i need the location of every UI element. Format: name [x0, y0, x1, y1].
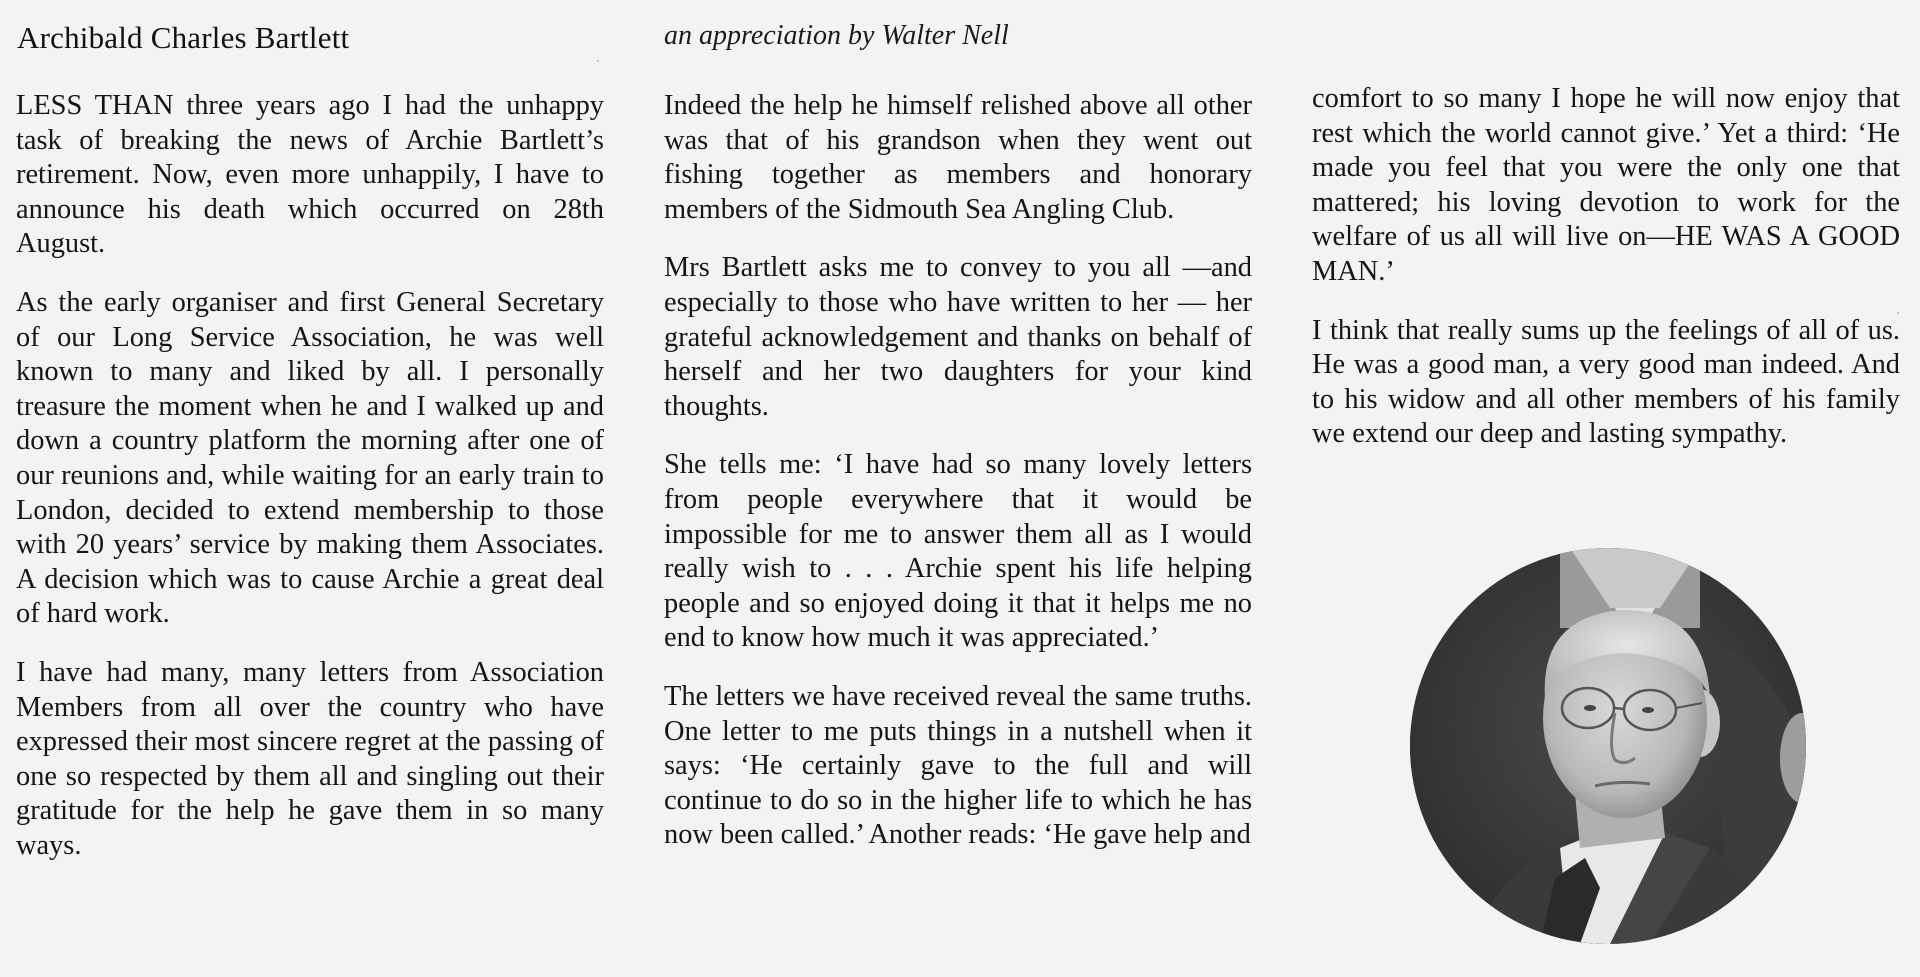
paper-speck [597, 60, 599, 62]
paragraph: Mrs Bartlett asks me to convey to you all —and especially to those who have written to her — her grateful acknowledgement and thanks on behalf of herself and her two daughters for your kind thoughts. [664, 252, 1252, 422]
paragraph: LESS THAN three years ago I had the unhappy task of breaking the news of Archie Bartlett’s retirement. Now, even more unhappily, I have to announce his death which occurred on 28th August. [16, 90, 604, 260]
paragraph: comfort to so many I hope he will now enjoy that rest which the world cannot give.’ Yet a third: ‘He made you feel that you were the only one that mattered; his loving devotion to work for the welfare of us all will live on—HE WAS A GOOD MAN.’ [1312, 83, 1900, 287]
portrait-photo [1410, 548, 1806, 944]
paragraph: As the early organiser and first General Secretary of our Long Service Association, he was well known to many and liked by all. I personally treasure the moment when he and I walked up and down a country platform the morning after one of our reunions and, while waiting for an early train to London, decided to extend membership to those with 20 years’ service by making them Associates. A decision which was to cause Archie a great deal of hard work. [16, 286, 604, 630]
article-title: Archibald Charles Bartlett [17, 20, 350, 55]
paper-speck [1897, 312, 1899, 314]
article-byline: an appreciation by Walter Nell [664, 20, 1009, 51]
paragraph: I think that really sums up the feelings of all of us. He was a good man, a very good man indeed. And to his widow and all other members of his family we extend our deep and lasting sympathy. [1312, 314, 1900, 450]
text-column-2 [664, 89, 1252, 853]
paragraph: She tells me: ‘I have had so many lovely letters from people everywhere that it would be impossible for me to answer them all as I would really wish to . . . Archie spent his life helping people and so enjoyed doing it that it helps me no end to know how much it was appreciated.’ [664, 449, 1252, 654]
portrait-illustration-icon [1410, 548, 1806, 944]
paragraph: The letters we have received reveal the same truths. One letter to me puts things in a nutshell when it says: ‘He certainly gave to the full and will continue to do so in the higher life to which he has now been called.’ Another reads: ‘He gave help and [664, 680, 1252, 851]
text-column-3 [1312, 82, 1900, 452]
paragraph: I have had many, many letters from Association Members from all over the country who have expressed their most sincere regret at the passing of one so respected by them all and singling out their gratitude for the help he gave them in so many ways. [16, 656, 604, 861]
text-column-1 [16, 89, 604, 863]
paragraph: Indeed the help he himself relished above all other was that of his grandson when they went out fishing together as members and honorary members of the Sidmouth Sea Angling Club. [664, 90, 1252, 225]
